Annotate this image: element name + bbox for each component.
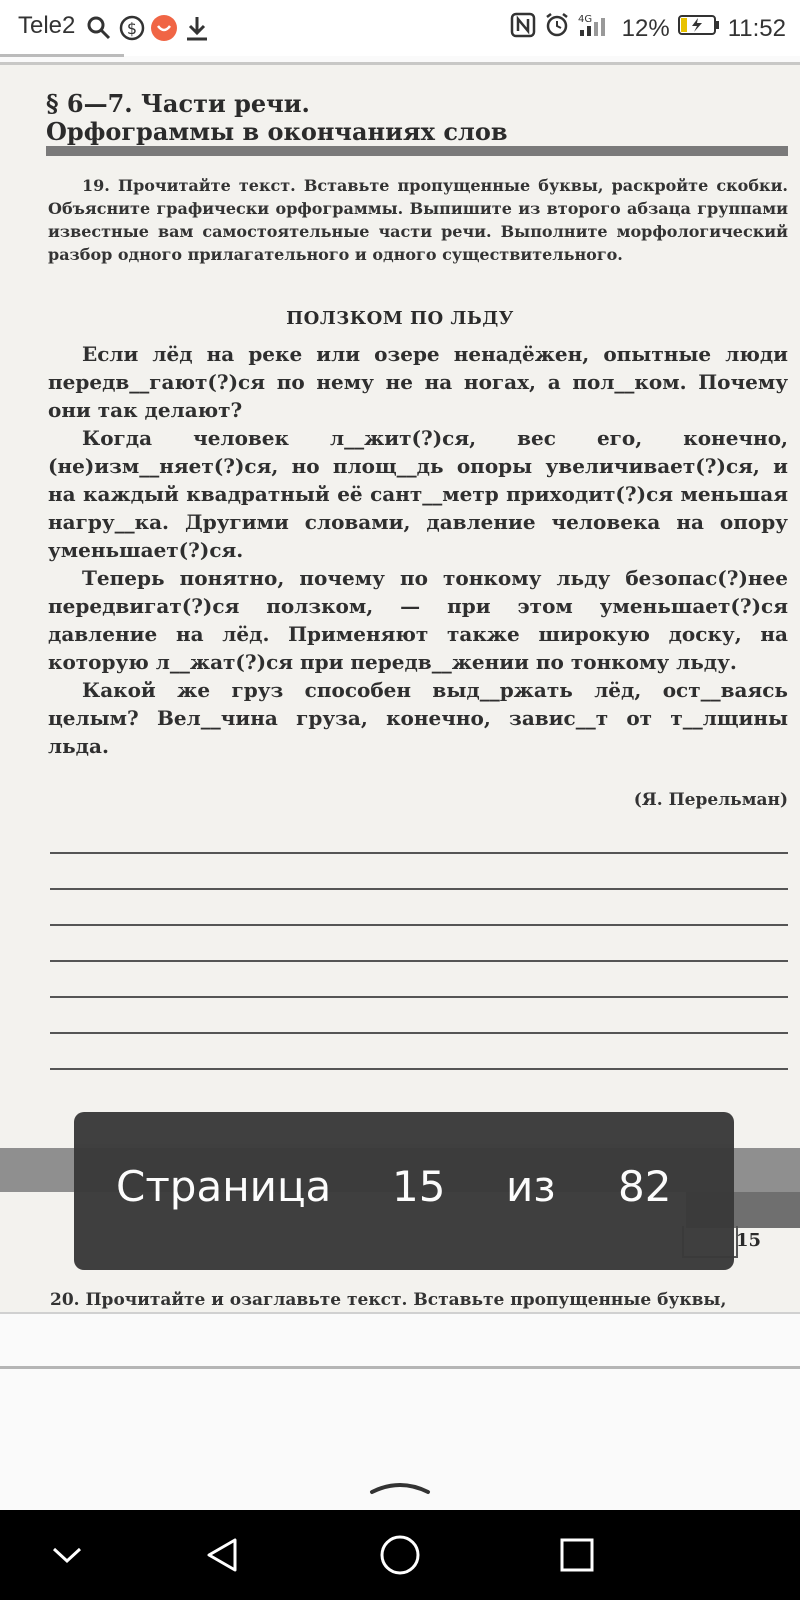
alarm-icon: [544, 12, 570, 45]
carrier-underline: [0, 54, 124, 57]
task-19-number: 19.: [82, 176, 110, 195]
section-heading-line2: Орфограммы в окончаниях слов: [46, 117, 508, 146]
author: (Я. Перельман): [633, 790, 788, 810]
svg-text:4G: 4G: [577, 14, 592, 25]
task-20-text: Прочитайте и озаглавьте текст. Вставьте пропущенные буквы,: [85, 1290, 727, 1310]
text-title: ПОЛЗКОМ ПО ЛЬДУ: [286, 308, 514, 329]
paragraph-1: Если лёд на реке или озере ненадёжен, опытные люди передв__гают(?)ся по нему не на ногах, а пол__ком. Почему они так делают?: [48, 342, 788, 422]
recents-icon[interactable]: [552, 1530, 602, 1580]
nfc-icon: [510, 12, 536, 45]
paragraph-4: Какой же груз способен выд__ржать лёд, ост__ваясь целым? Вел__чина груза, конечно, завис__т от т__лщины льда.: [48, 678, 788, 758]
writing-line: [50, 852, 788, 854]
paragraph-3: Теперь понятно, почему по тонкому льду безопас(?)нее передвигат(?)ся ползком, — при этом уменьшает(?)ся давление на лёд. Применяют также широкую доску, на которую л__жат(?)ся при передв__жении по тонкому льду.: [48, 566, 788, 674]
task-20-number: 20.: [50, 1290, 80, 1310]
chevron-up-handle-icon[interactable]: [368, 1476, 432, 1501]
text-body: [48, 340, 788, 760]
page-indicator-toast: [74, 1112, 734, 1270]
status-bar: [0, 0, 800, 56]
collapse-icon[interactable]: [42, 1530, 92, 1580]
svg-text:$: $: [126, 19, 138, 38]
page-number: 15: [736, 1230, 762, 1251]
toast-page-label: Страница: [116, 1162, 332, 1211]
toast-current-page: 15: [392, 1162, 446, 1211]
back-icon[interactable]: [198, 1530, 248, 1580]
download-icon: [184, 14, 210, 42]
clock: 11:52: [727, 14, 786, 42]
battery-icon: [678, 14, 720, 43]
page-top-edge: [0, 62, 800, 65]
toast-of-label: из: [506, 1162, 556, 1211]
paragraph-2: Когда человек л__жит(?)ся, вес его, конечно, (не)изм__няет(?)ся, но площ__дь опоры увеличивает(?)ся, и на каждый квадратный её сант__метр приходит(?)ся меньшая нагру__ка. Другими словами, давление человека на опору уменьшает(?)ся.: [48, 426, 788, 562]
task-19: [48, 174, 788, 266]
section-heading-line1: § 6—7. Части речи.: [46, 89, 310, 118]
heading-rule: [46, 146, 788, 156]
writing-line: [50, 1032, 788, 1034]
writing-line: [50, 960, 788, 962]
status-right: [510, 12, 786, 45]
task-19-text: Прочитайте текст. Вставьте пропущенные буквы, раскройте скобки. Объясните графически орфограммы. Выпишите из второго абзаца группами известные вам самостоятельные части речи. Выполните морфологический разбор одного прилагательного и одного существительного.: [48, 176, 788, 264]
home-icon[interactable]: [375, 1530, 425, 1580]
writing-line: [50, 996, 788, 998]
4g-signal-icon: [578, 12, 614, 45]
battery-level: 12%: [621, 14, 670, 42]
notification-app-icon: [150, 14, 178, 42]
writing-line: [50, 1068, 788, 1070]
system-nav-bar: [0, 1510, 800, 1600]
writing-line: [50, 924, 788, 926]
search-icon: [86, 14, 112, 42]
carrier-name: Tele2: [18, 12, 76, 39]
currency-icon: [118, 14, 146, 42]
viewer-separator: [0, 1366, 800, 1369]
viewer-separator: [0, 1312, 800, 1314]
task-20: [50, 1290, 726, 1310]
toast-total-pages: 82: [618, 1162, 672, 1211]
writing-line: [50, 888, 788, 890]
